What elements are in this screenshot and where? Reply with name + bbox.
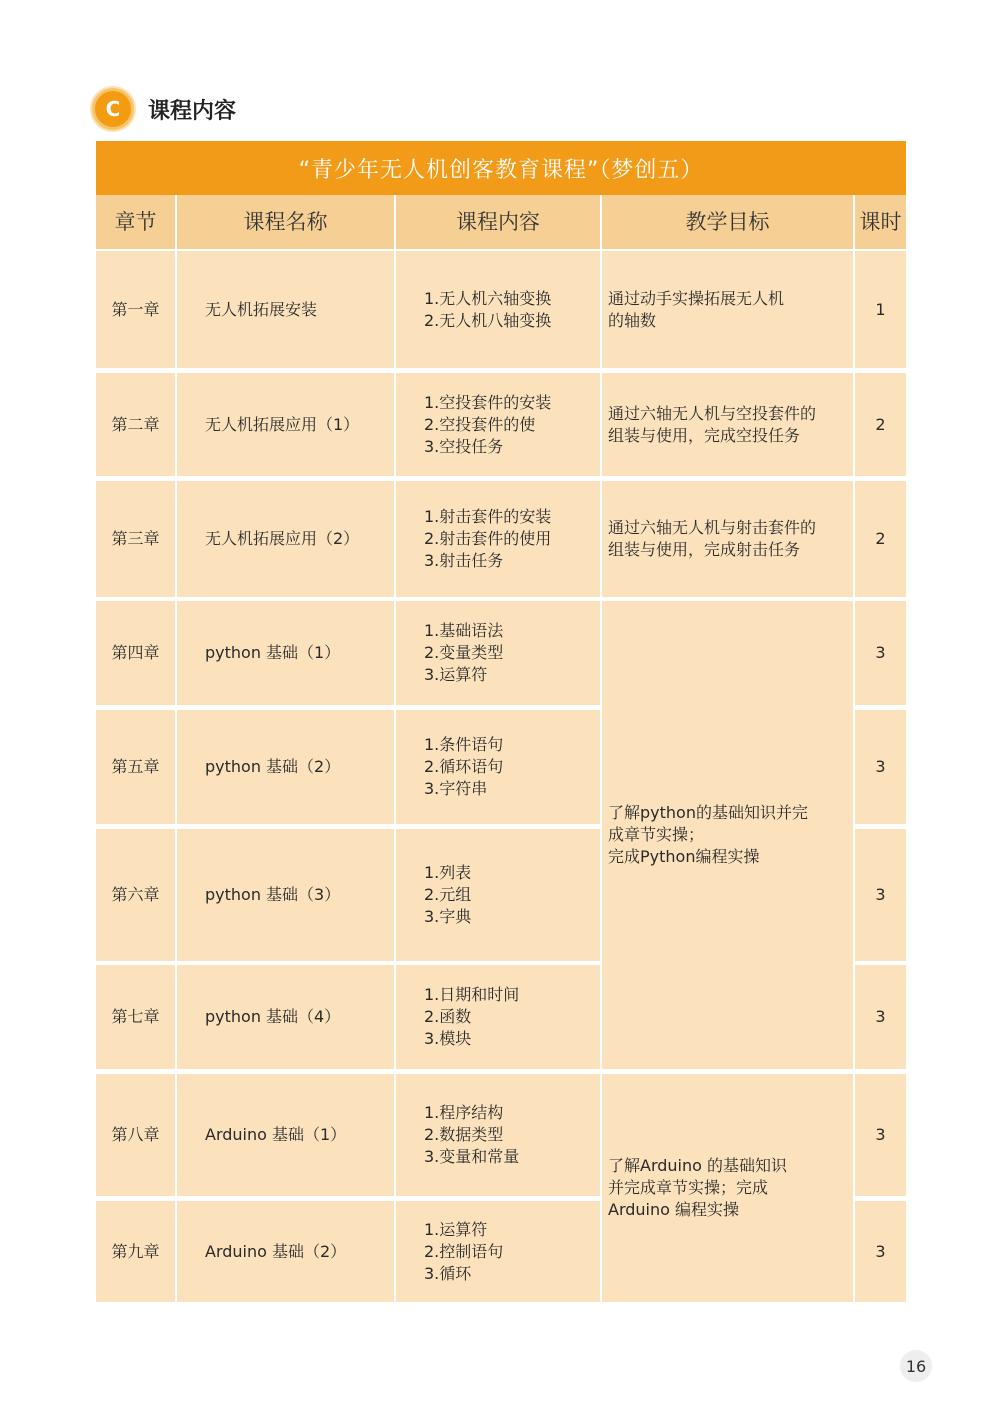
cell-line: 1.射击套件的安装 xyxy=(424,507,552,526)
cell-line: 2.循环语句 xyxy=(424,757,504,776)
hours-cell: 3 xyxy=(855,1201,906,1302)
course-name-cell: python 基础（4） xyxy=(177,965,394,1069)
cell-lines xyxy=(424,1102,519,1168)
cell-line: 3.字符串 xyxy=(424,779,488,798)
cell-lines xyxy=(424,1219,503,1285)
cell-line: 3.变量和常量 xyxy=(424,1147,520,1166)
cell-line: 完成Python编程实操 xyxy=(608,847,760,866)
course-name-cell: python 基础（1） xyxy=(177,601,394,705)
course-content-cell xyxy=(396,601,600,705)
cell-line: 通过六轴无人机与空投套件的 xyxy=(608,403,817,423)
hours-cell: 2 xyxy=(855,373,906,476)
header-goal: 教学目标 xyxy=(602,195,853,249)
course-content-cell xyxy=(396,1074,600,1196)
course-name-cell: python 基础（2） xyxy=(177,710,394,824)
section-heading xyxy=(92,88,236,130)
cell-line: 1.运算符 xyxy=(424,1219,488,1239)
cell-lines xyxy=(608,403,816,447)
cell-line: 组装与使用，完成射击任务 xyxy=(608,540,801,559)
hours-cell: 3 xyxy=(855,601,906,705)
cell-line: 2.空投套件的使 xyxy=(424,414,536,434)
course-name-cell: Arduino 基础（2） xyxy=(177,1201,394,1302)
cell-lines xyxy=(608,1155,787,1221)
table-banner: “青少年无人机创客教育课程”（梦创五） xyxy=(96,141,906,195)
cell-line: 1.基础语法 xyxy=(424,621,504,640)
cell-line: 通过六轴无人机与射击套件的 xyxy=(608,518,817,537)
cell-line: 1.空投套件的安装 xyxy=(424,392,552,412)
hours-cell: 2 xyxy=(855,481,906,597)
chapter-cell: 第八章 xyxy=(96,1074,175,1196)
table-grid xyxy=(96,195,906,1302)
cell-lines xyxy=(424,392,551,458)
cell-line: 3.射击任务 xyxy=(424,551,504,570)
cell-lines xyxy=(424,862,471,928)
teaching-goal-cell xyxy=(602,481,853,597)
cell-line: 2.射击套件的使用 xyxy=(424,529,552,548)
cell-line: 2.数据类型 xyxy=(424,1125,504,1144)
cell-lines xyxy=(608,288,784,332)
course-content-cell xyxy=(396,481,600,597)
chapter-cell: 第六章 xyxy=(96,829,175,961)
cell-line: Arduino 编程实操 xyxy=(608,1200,740,1219)
cell-line: 了解python的基础知识并完 xyxy=(608,803,808,822)
cell-line: 2.元组 xyxy=(424,885,472,904)
cell-lines xyxy=(424,620,503,686)
cell-line: 1.无人机六轴变换 xyxy=(424,288,552,308)
hours-cell: 1 xyxy=(855,251,906,368)
course-content-cell xyxy=(396,373,600,476)
cell-line: 的轴数 xyxy=(608,310,657,330)
course-name-cell: python 基础（3） xyxy=(177,829,394,961)
cell-line: 1.日期和时间 xyxy=(424,985,520,1004)
cell-line: 并完成章节实操；完成 xyxy=(608,1178,769,1197)
cell-line: 通过动手实操拓展无人机 xyxy=(608,288,785,308)
header-hours: 课时 xyxy=(855,195,906,249)
cell-lines xyxy=(424,734,503,800)
hours-cell: 3 xyxy=(855,829,906,961)
hours-cell: 3 xyxy=(855,710,906,824)
course-table xyxy=(96,141,906,1302)
chapter-cell: 第三章 xyxy=(96,481,175,597)
section-title: 课程内容 xyxy=(148,98,237,124)
teaching-goal-cell xyxy=(602,601,853,1069)
page-number: 16 xyxy=(900,1350,932,1382)
cell-line: 3.字典 xyxy=(424,907,472,926)
course-content-cell xyxy=(396,829,600,961)
course-name-cell: 无人机拓展应用（1） xyxy=(177,373,394,476)
chapter-cell: 第七章 xyxy=(96,965,175,1069)
course-content-cell xyxy=(396,1201,600,1302)
c-circle-icon: C xyxy=(92,88,134,130)
cell-line: 3.循环 xyxy=(424,1263,472,1283)
cell-line: 3.空投任务 xyxy=(424,436,504,456)
course-name-cell: Arduino 基础（1） xyxy=(177,1074,394,1196)
header-content: 课程内容 xyxy=(396,195,600,249)
chapter-cell: 第一章 xyxy=(96,251,175,368)
cell-line: 2.变量类型 xyxy=(424,643,504,662)
chapter-cell: 第四章 xyxy=(96,601,175,705)
cell-lines xyxy=(608,802,808,868)
chapter-cell: 第五章 xyxy=(96,710,175,824)
hours-cell: 3 xyxy=(855,1074,906,1196)
cell-line: 1.列表 xyxy=(424,863,472,882)
cell-line: 1.程序结构 xyxy=(424,1103,504,1122)
course-name-cell: 无人机拓展安装 xyxy=(177,251,394,368)
cell-line: 1.条件语句 xyxy=(424,735,504,754)
header-name: 课程名称 xyxy=(177,195,394,249)
header-chapter: 章节 xyxy=(96,195,175,249)
course-content-cell xyxy=(396,251,600,368)
cell-lines xyxy=(424,984,519,1050)
chapter-cell: 第二章 xyxy=(96,373,175,476)
hours-cell: 3 xyxy=(855,965,906,1069)
cell-line: 2.控制语句 xyxy=(424,1241,504,1261)
teaching-goal-cell xyxy=(602,373,853,476)
teaching-goal-cell xyxy=(602,251,853,368)
cell-line: 2.无人机八轴变换 xyxy=(424,310,552,330)
cell-line: 3.模块 xyxy=(424,1029,472,1048)
cell-line: 了解Arduino 的基础知识 xyxy=(608,1156,788,1175)
cell-line: 3.运算符 xyxy=(424,665,488,684)
cell-line: 2.函数 xyxy=(424,1007,472,1026)
cell-lines xyxy=(608,517,816,561)
course-content-cell xyxy=(396,710,600,824)
teaching-goal-cell xyxy=(602,1074,853,1302)
cell-lines xyxy=(424,506,551,572)
course-content-cell xyxy=(396,965,600,1069)
cell-lines xyxy=(424,288,551,332)
chapter-cell: 第九章 xyxy=(96,1201,175,1302)
cell-line: 组装与使用，完成空投任务 xyxy=(608,425,801,445)
course-name-cell: 无人机拓展应用（2） xyxy=(177,481,394,597)
cell-line: 成章节实操； xyxy=(608,825,705,844)
